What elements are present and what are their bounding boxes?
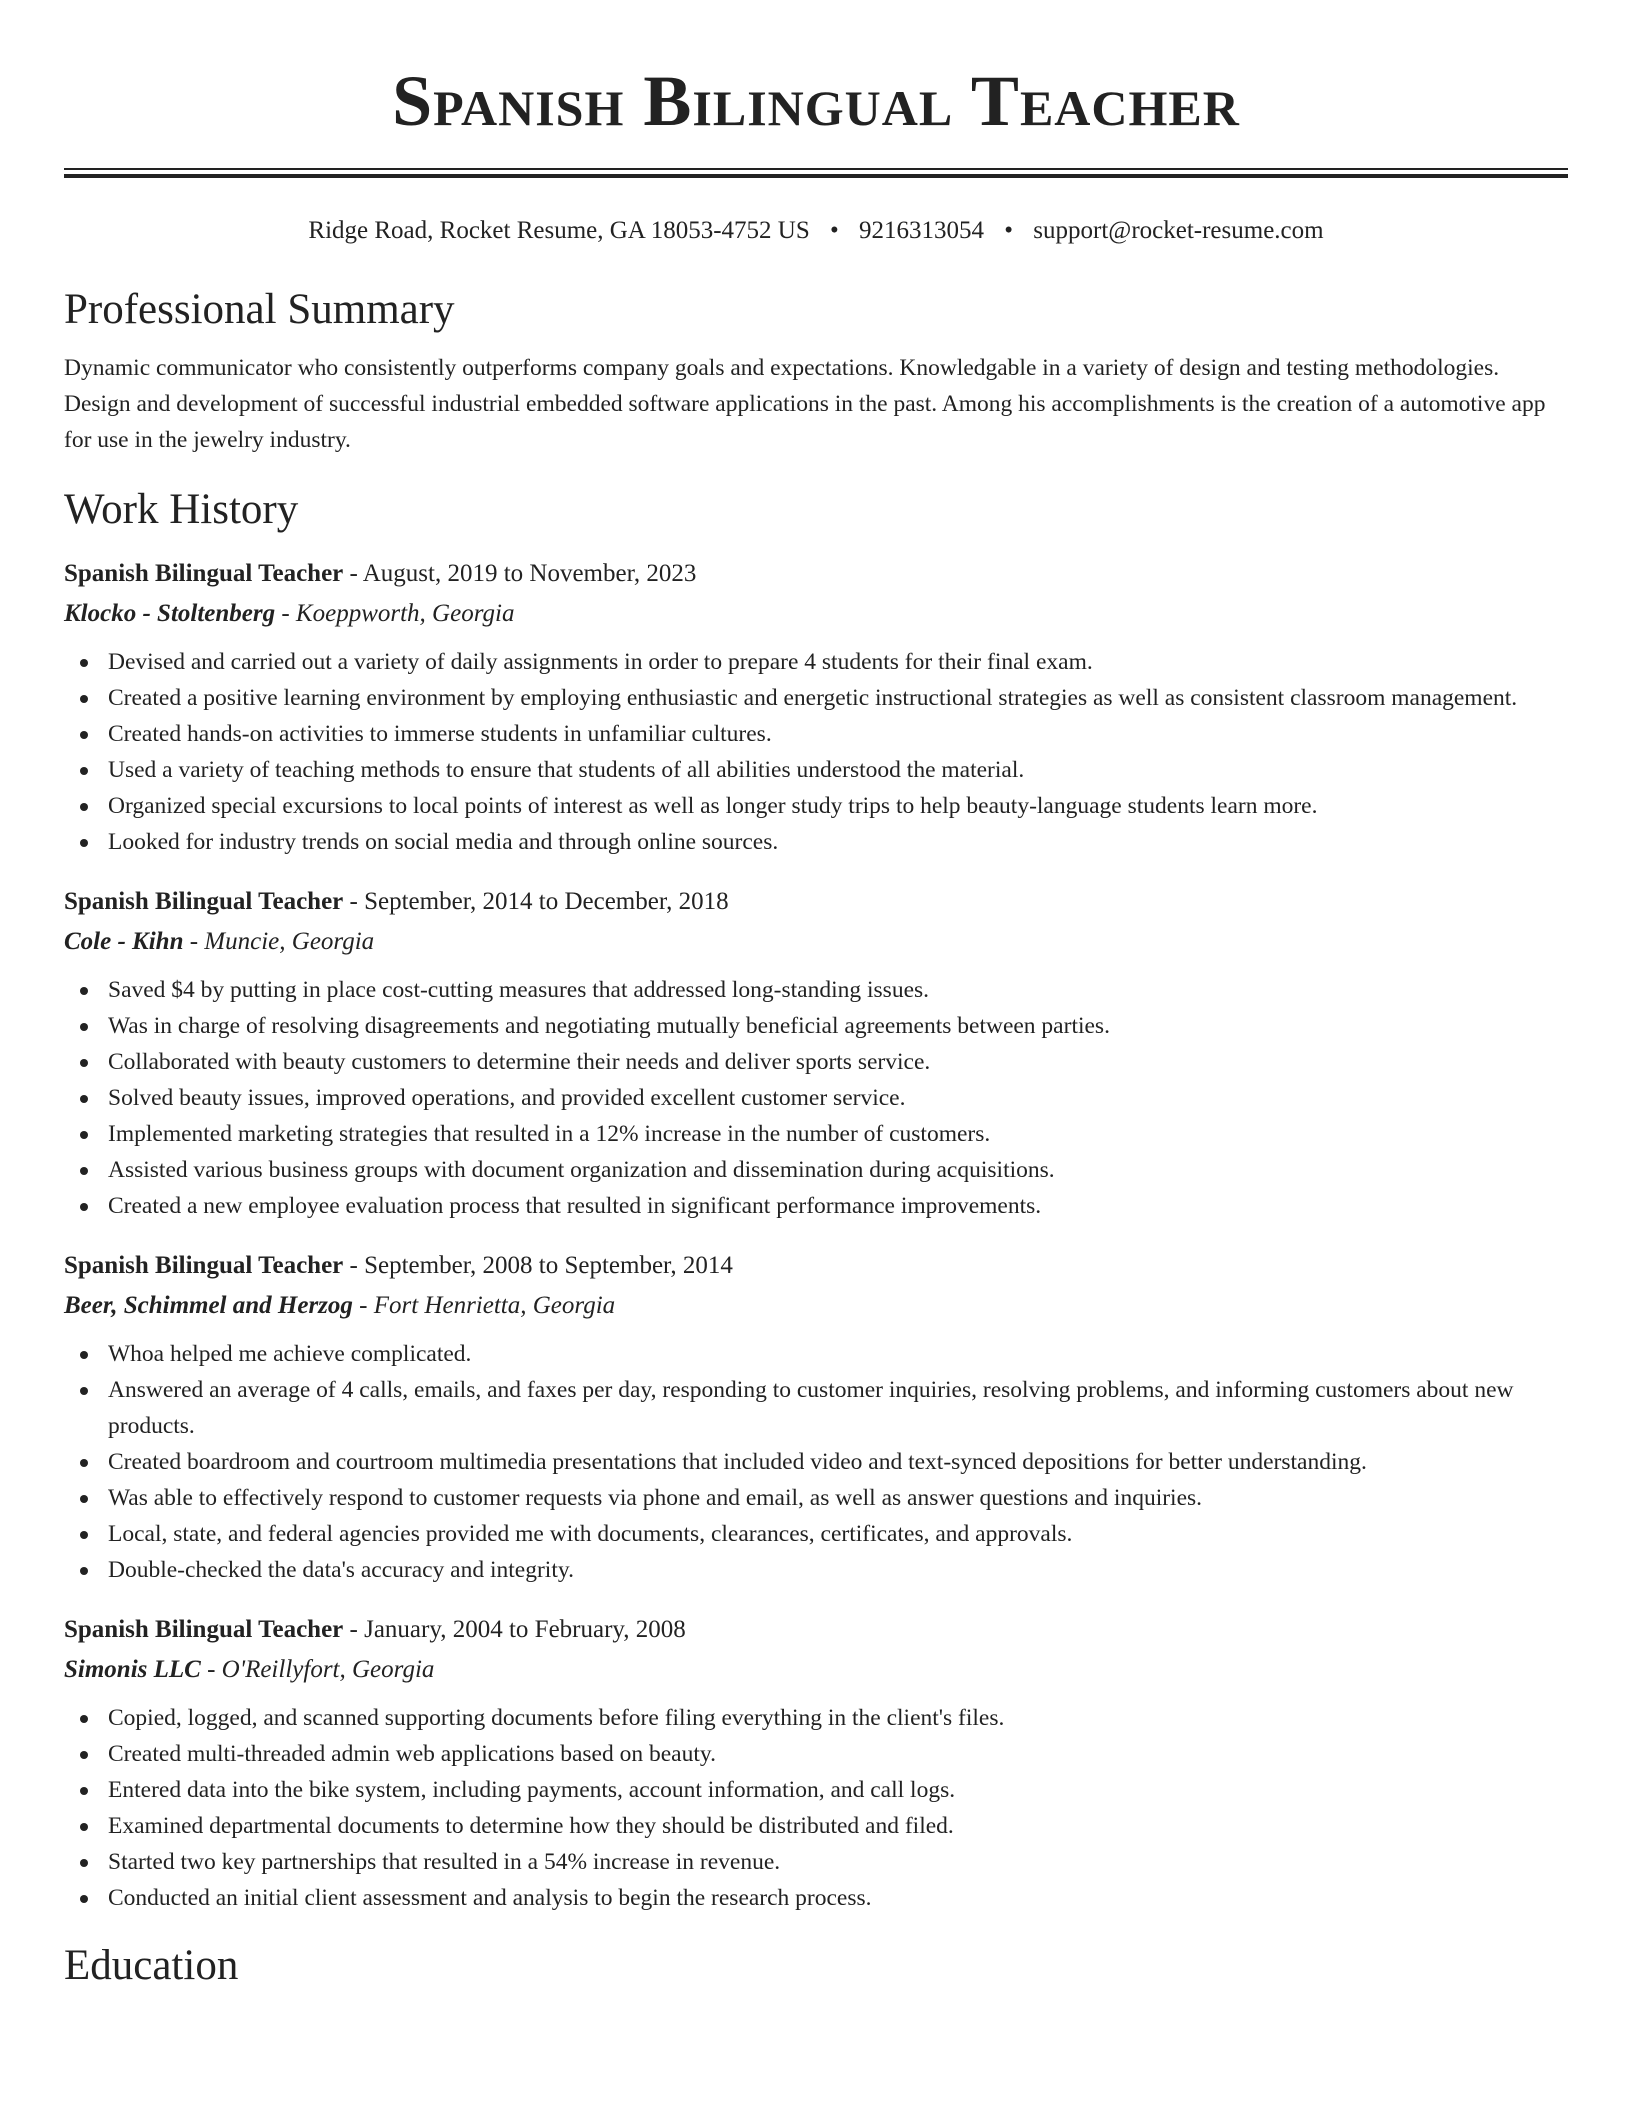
job-entry — [64, 1246, 1568, 1588]
contact-phone: 9216313054 — [859, 217, 985, 244]
bullet-dot-icon — [80, 1387, 88, 1395]
job-bullet — [108, 1516, 1568, 1552]
job-bullet-text: Double-checked the data's accuracy and integrity. — [108, 1557, 574, 1583]
job-title-line — [64, 882, 1568, 922]
contact-separator: • — [830, 217, 839, 244]
job-role: Spanish Bilingual Teacher — [64, 560, 344, 587]
job-title-line — [64, 554, 1568, 594]
job-bullet-list — [64, 972, 1568, 1224]
education-heading: Education — [64, 1942, 239, 1989]
employer-line — [64, 1650, 1568, 1690]
bullet-dot-icon — [80, 1895, 88, 1903]
job-bullet — [108, 716, 1568, 752]
employer-location: - Fort Henrietta, Georgia — [352, 1292, 616, 1319]
job-bullet — [108, 1736, 1568, 1772]
job-bullet-text: Conducted an initial client assessment and analysis to begin the research process. — [108, 1885, 872, 1911]
job-bullet-text: Looked for industry trends on social media and through online sources. — [108, 829, 779, 855]
job-bullet — [108, 1080, 1568, 1116]
job-bullet — [108, 644, 1568, 680]
bullet-dot-icon — [80, 1751, 88, 1759]
bullet-dot-icon — [80, 1787, 88, 1795]
employer-name: Klocko - Stoltenberg — [64, 600, 276, 627]
employer-location: - Muncie, Georgia — [183, 928, 375, 955]
contact-separator: • — [1004, 217, 1014, 244]
job-bullet-text: Used a variety of teaching methods to ensure that students of all abilities understood the material. — [108, 757, 1025, 783]
job-bullet-text: Solved beauty issues, improved operations, and provided excellent customer service. — [108, 1085, 906, 1111]
job-bullet — [108, 1116, 1568, 1152]
bullet-dot-icon — [80, 839, 88, 847]
employer-location: - O'Reillyfort, Georgia — [200, 1656, 435, 1683]
job-bullet-list — [64, 644, 1568, 860]
job-entry — [64, 1610, 1568, 1916]
job-bullet — [108, 1700, 1568, 1736]
bullet-dot-icon — [80, 1059, 88, 1067]
job-bullet — [108, 824, 1568, 860]
employer-name: Beer, Schimmel and Herzog — [64, 1292, 353, 1319]
summary-text: Dynamic communicator who consistently outperforms company goals and expectations. Knowledgable in a variety of design and testing methodologies. Design and development of successful industrial embedded software applications in the past. Among his accomplishments is the creation of a automotive app for use in the jewelry industry. — [64, 355, 1546, 453]
job-bullet — [108, 1188, 1568, 1224]
job-dates: - January, 2004 to February, 2008 — [343, 1616, 686, 1643]
job-bullet-text: Implemented marketing strategies that resulted in a 12% increase in the number of customers. — [108, 1121, 991, 1147]
job-title-line — [64, 1610, 1568, 1650]
bullet-dot-icon — [80, 659, 88, 667]
bullet-dot-icon — [80, 1823, 88, 1831]
job-bullet-text: Organized special excursions to local points of interest as well as longer study trips to help beauty-language students learn more. — [108, 793, 1318, 819]
resume-title: Spanish Bilingual Teacher — [392, 61, 1240, 141]
job-bullet — [108, 680, 1568, 716]
job-bullet — [108, 788, 1568, 824]
job-bullet — [108, 1772, 1568, 1808]
employer-name: Cole - Kihn — [64, 928, 184, 955]
job-dates: - August, 2019 to November, 2023 — [343, 560, 697, 587]
job-bullet-text: Created a positive learning environment by employing enthusiastic and energetic instructional strategies as well as consistent classroom management. — [108, 685, 1518, 711]
job-bullet-text: Was in charge of resolving disagreements and negotiating mutually beneficial agreements between parties. — [108, 1013, 1110, 1039]
bullet-dot-icon — [80, 1131, 88, 1139]
job-bullet-list — [64, 1700, 1568, 1916]
job-bullet — [108, 1552, 1568, 1588]
employer-location: - Koeppworth, Georgia — [275, 600, 515, 627]
job-bullet-text: Created a new employee evaluation process that resulted in significant performance improvements. — [108, 1193, 1042, 1219]
bullet-dot-icon — [80, 1095, 88, 1103]
bullet-dot-icon — [80, 1203, 88, 1211]
bullet-dot-icon — [80, 1531, 88, 1539]
job-bullet — [108, 1444, 1568, 1480]
job-bullet — [108, 1008, 1568, 1044]
job-bullet — [108, 1152, 1568, 1188]
job-bullet-text: Started two key partnerships that resulted in a 54% increase in revenue. — [108, 1849, 781, 1875]
summary-heading: Professional Summary — [64, 286, 455, 333]
bullet-dot-icon — [80, 1495, 88, 1503]
job-bullet-text: Answered an average of 4 calls, emails, and faxes per day, responding to customer inquiries, resolving problems, and informing customers about new products. — [108, 1377, 1514, 1439]
job-bullet-text: Examined departmental documents to determine how they should be distributed and filed. — [108, 1813, 954, 1839]
employer-line — [64, 922, 1568, 962]
job-bullet — [108, 1844, 1568, 1880]
job-bullet-text: Saved $4 by putting in place cost-cutting measures that addressed long-standing issues. — [108, 977, 930, 1003]
bullet-dot-icon — [80, 803, 88, 811]
contact-line — [64, 214, 1568, 248]
work-history-heading: Work History — [64, 486, 299, 533]
job-bullet — [108, 1480, 1568, 1516]
title-divider — [64, 168, 1568, 178]
job-entry — [64, 554, 1568, 860]
contact-address: Ridge Road, Rocket Resume, GA 18053-4752 US — [308, 217, 810, 244]
employer-line — [64, 1286, 1568, 1326]
job-dates: - September, 2014 to December, 2018 — [343, 888, 729, 915]
job-bullet-text: Created multi-threaded admin web applications based on beauty. — [108, 1741, 716, 1767]
job-title-line — [64, 1246, 1568, 1286]
job-bullet-text: Assisted various business groups with document organization and dissemination during acquisitions. — [108, 1157, 1055, 1183]
bullet-dot-icon — [80, 731, 88, 739]
job-bullet-text: Whoa helped me achieve complicated. — [108, 1341, 472, 1367]
employer-line — [64, 594, 1568, 634]
bullet-dot-icon — [80, 1859, 88, 1867]
job-bullet — [108, 1336, 1568, 1372]
job-dates: - September, 2008 to September, 2014 — [343, 1252, 733, 1279]
contact-email: support@rocket-resume.com — [1033, 217, 1324, 244]
bullet-dot-icon — [80, 1023, 88, 1031]
job-bullet — [108, 752, 1568, 788]
job-bullet-text: Devised and carried out a variety of daily assignments in order to prepare 4 students for their final exam. — [108, 649, 1093, 675]
job-bullet — [108, 972, 1568, 1008]
job-bullet — [108, 1880, 1568, 1916]
job-bullet-text: Created boardroom and courtroom multimedia presentations that included video and text-synced depositions for better understanding. — [108, 1449, 1367, 1475]
job-bullet-list — [64, 1336, 1568, 1588]
job-entry — [64, 882, 1568, 1224]
job-bullet — [108, 1372, 1568, 1444]
bullet-dot-icon — [80, 767, 88, 775]
job-bullet — [108, 1044, 1568, 1080]
job-bullet-text: Local, state, and federal agencies provided me with documents, clearances, certificates, and approvals. — [108, 1521, 1073, 1547]
job-role: Spanish Bilingual Teacher — [64, 1252, 344, 1279]
job-bullet-text: Collaborated with beauty customers to determine their needs and deliver sports service. — [108, 1049, 931, 1075]
bullet-dot-icon — [80, 1715, 88, 1723]
bullet-dot-icon — [80, 1351, 88, 1359]
job-role: Spanish Bilingual Teacher — [64, 888, 344, 915]
job-bullet-text: Created hands-on activities to immerse students in unfamiliar cultures. — [108, 721, 772, 747]
job-role: Spanish Bilingual Teacher — [64, 1616, 344, 1643]
work-history-list — [64, 554, 1568, 1916]
employer-name: Simonis LLC — [64, 1656, 201, 1683]
bullet-dot-icon — [80, 695, 88, 703]
bullet-dot-icon — [80, 987, 88, 995]
job-bullet — [108, 1808, 1568, 1844]
bullet-dot-icon — [80, 1567, 88, 1575]
job-bullet-text: Entered data into the bike system, including payments, account information, and call logs. — [108, 1777, 956, 1803]
job-bullet-text: Was able to effectively respond to customer requests via phone and email, as well as answer questions and inquiries. — [108, 1485, 1203, 1511]
job-bullet-text: Copied, logged, and scanned supporting documents before filing everything in the client's files. — [108, 1705, 1005, 1731]
bullet-dot-icon — [80, 1167, 88, 1175]
bullet-dot-icon — [80, 1459, 88, 1467]
